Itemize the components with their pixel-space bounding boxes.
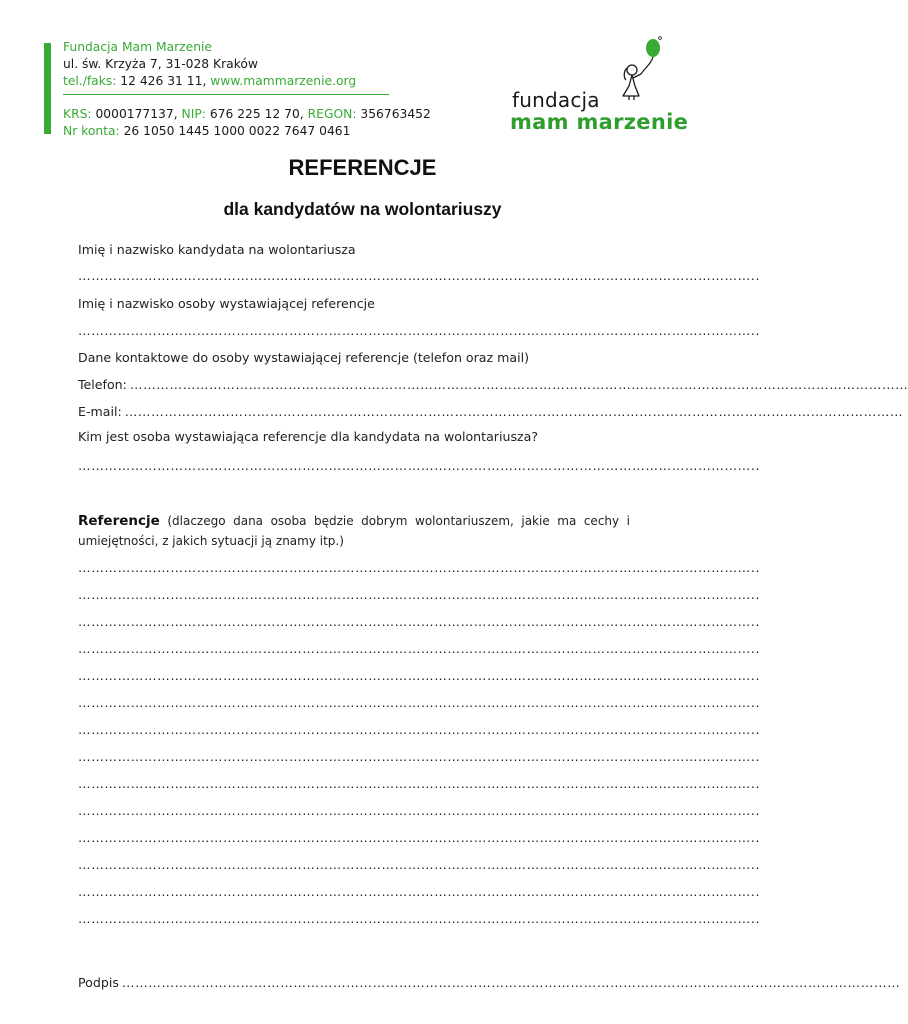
signature-label: Podpis (78, 975, 119, 990)
account-value: 26 1050 1445 1000 0022 7647 0461 (119, 124, 351, 138)
phone-value: 12 426 31 11, (116, 74, 211, 88)
references-line[interactable]: ……………………………………………………………………………………………………………………………………….. (78, 695, 761, 710)
referee-name-label: Imię i nazwisko osoby wystawiającej referencje (78, 296, 375, 311)
account-label: Nr konta: (63, 124, 120, 138)
krs-label: KRS: (63, 107, 92, 121)
org-account-line (63, 123, 350, 140)
references-line[interactable]: ……………………………………………………………………………………………………………………………………….. (78, 641, 761, 656)
candidate-name-field[interactable]: ……………………………………………………………………………………………………………………………………….. (78, 268, 761, 283)
document-subtitle: dla kandydatów na wolontariuszy (223, 199, 502, 219)
email-field-label: E-mail: (78, 404, 122, 419)
references-line[interactable]: ……………………………………………………………………………………………………………………………………….. (78, 857, 761, 872)
relation-question-label: Kim jest osoba wystawiająca referencje dla kandydata na wolontariusza? (78, 429, 539, 444)
references-line[interactable]: ……………………………………………………………………………………………………………………………………….. (78, 614, 761, 629)
nip-label: NIP: (181, 107, 206, 121)
logo-word-mam-marzenie: mam marzenie (510, 110, 689, 134)
references-line[interactable]: ……………………………………………………………………………………………………………………………………….. (78, 911, 761, 926)
phone-field-label: Telefon: (78, 377, 127, 392)
nip-value: 676 225 12 70, (205, 107, 308, 121)
signature-row (78, 975, 901, 990)
org-address: ul. św. Krzyża 7, 31-028 Kraków (63, 57, 258, 71)
email-row (78, 404, 904, 419)
krs-value: 0000177137, (91, 107, 182, 121)
candidate-name-label: Imię i nazwisko kandydata na wolontariusza (78, 242, 356, 257)
references-line[interactable]: ……………………………………………………………………………………………………………………………………….. (78, 722, 761, 737)
phone-label: tel./faks: (63, 74, 117, 88)
references-line[interactable]: ……………………………………………………………………………………………………………………………………….. (78, 830, 761, 845)
references-line[interactable]: ……………………………………………………………………………………………………………………………………….. (78, 776, 761, 791)
referee-name-field[interactable]: ……………………………………………………………………………………………………………………………………….. (78, 323, 761, 338)
references-line[interactable]: ……………………………………………………………………………………………………………………………………….. (78, 560, 761, 575)
header-divider (63, 94, 389, 95)
foundation-logo (505, 30, 690, 140)
contact-details-label: Dane kontaktowe do osoby wystawiającej referencje (telefon oraz mail) (78, 350, 530, 365)
email-field[interactable]: …………………………………………………………………………………………………………………………………………………………… (124, 404, 904, 419)
references-line[interactable]: ……………………………………………………………………………………………………………………………………….. (78, 668, 761, 683)
references-line[interactable]: ……………………………………………………………………………………………………………………………………….. (78, 803, 761, 818)
website-link[interactable]: www.mammarzenie.org (210, 74, 357, 88)
phone-field[interactable]: …………………………………………………………………………………………………………………………………………………………… (129, 377, 908, 392)
phone-row (78, 377, 908, 392)
org-registry-line (63, 106, 431, 123)
references-hint: (dlaczego dana osoba będzie dobrym wolontariuszem, jakie ma cechy i umiejętności, z jakich sytuacji ją znamy itp.) (78, 514, 630, 548)
references-instructions (78, 511, 630, 551)
regon-value: 356763452 (356, 107, 431, 121)
signature-field[interactable]: …………………………………………………………………………………………………………………………………………………………… (121, 975, 901, 990)
header-accent-bar (44, 43, 51, 134)
org-name: Fundacja Mam Marzenie (63, 40, 212, 54)
relation-field[interactable]: ……………………………………………………………………………………………………………………………………….. (78, 458, 761, 473)
references-line[interactable]: ……………………………………………………………………………………………………………………………………….. (78, 749, 761, 764)
references-heading: Referencje (78, 513, 160, 529)
document-title: REFERENCJE (288, 155, 437, 180)
references-line[interactable]: ……………………………………………………………………………………………………………………………………….. (78, 884, 761, 899)
org-phone-line (63, 73, 356, 90)
logo-word-fundacja: fundacja (512, 88, 600, 112)
regon-label: REGON: (307, 107, 357, 121)
references-line[interactable]: ……………………………………………………………………………………………………………………………………….. (78, 587, 761, 602)
